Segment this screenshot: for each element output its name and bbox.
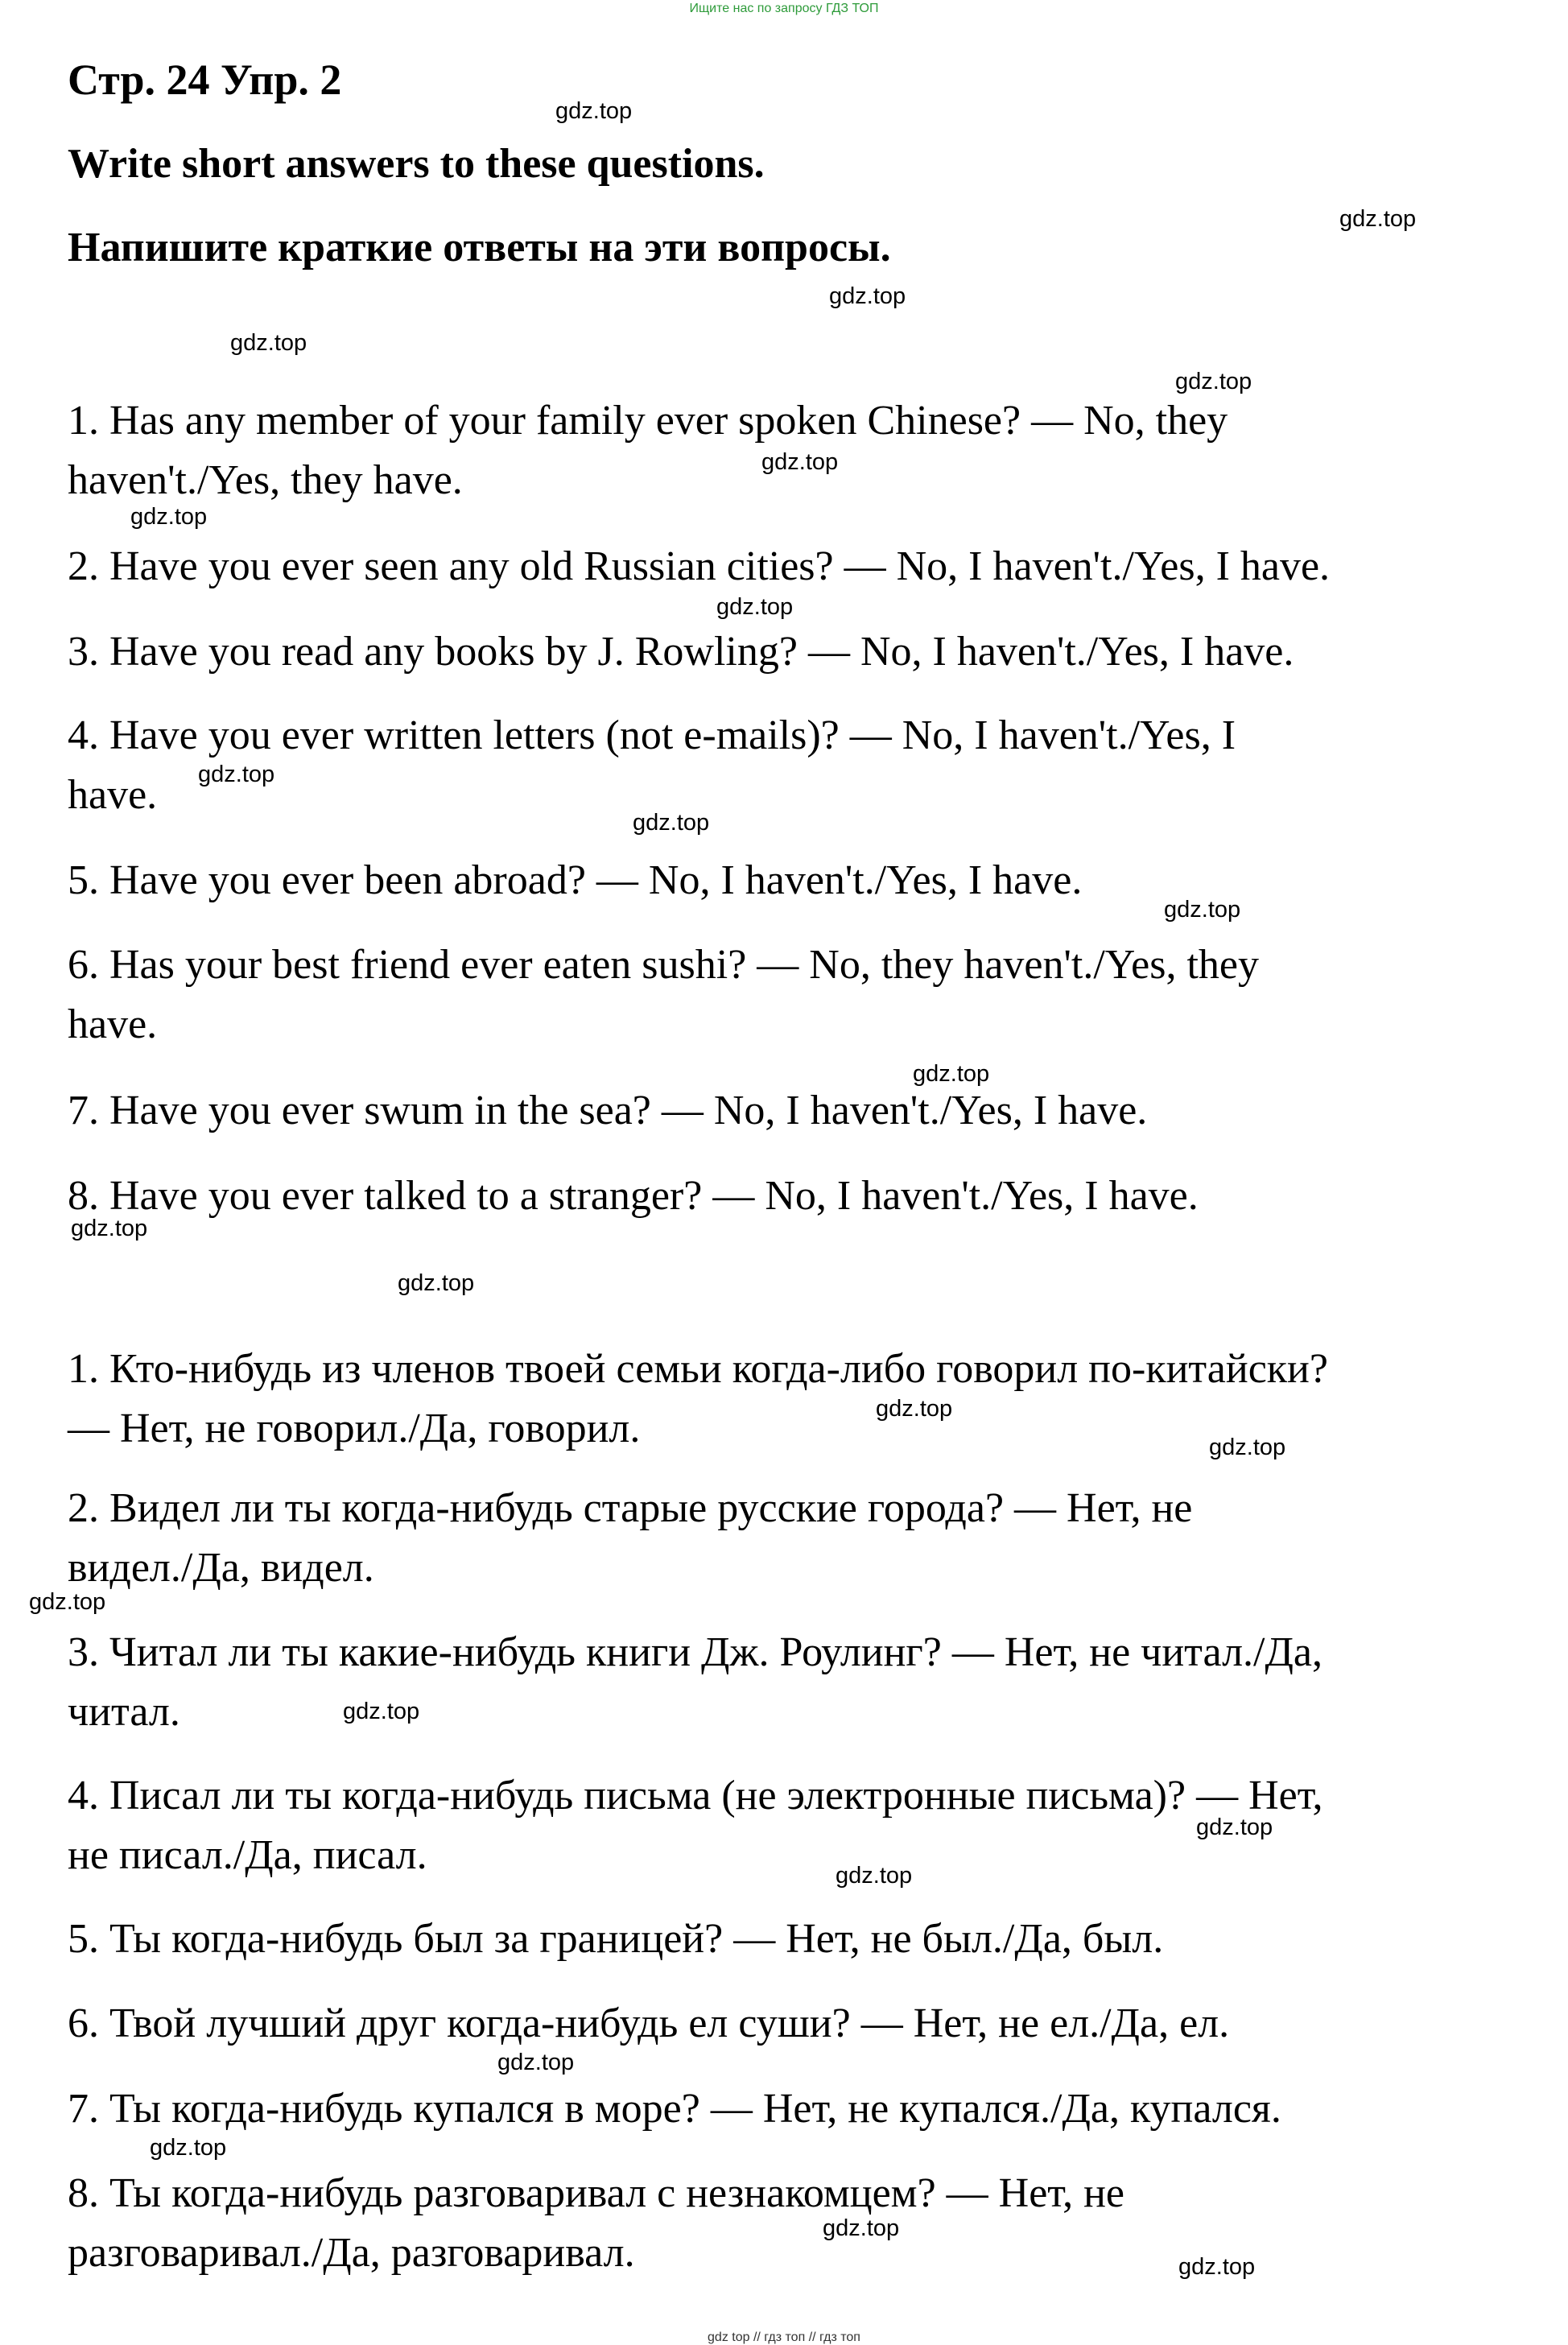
answer-line: 7. Ты когда-нибудь купался в море? — Нет, не купался./Да, купался. (68, 2086, 1281, 2132)
watermark: gdz.top (913, 1061, 990, 1087)
watermark: gdz.top (829, 283, 906, 309)
watermark: gdz.top (1196, 1814, 1273, 1840)
answer-line: не писал./Да, писал. (68, 1832, 427, 1878)
english-answer-7 (68, 1081, 1525, 1141)
watermark: gdz.top (398, 1270, 475, 1296)
answer-line: — Нет, не говорил./Да, говорил. (68, 1406, 641, 1451)
answer-line: 6. Твой лучший друг когда-нибудь ел суши? — Нет, не ел./Да, ел. (68, 2000, 1230, 2046)
watermark: gdz.top (497, 2050, 575, 2075)
watermark: gdz.top (198, 762, 275, 787)
watermark: gdz.top (1164, 897, 1241, 923)
watermark: gdz.top (836, 1863, 913, 1889)
answer-line: 8. Ты когда-нибудь разговаривал с незнакомцем? — Нет, не (68, 2170, 1124, 2216)
answer-line: 5. Ты когда-нибудь был за границей? — Нет, не был./Да, был. (68, 1916, 1164, 1962)
answer-line: 3. Have you read any books by J. Rowling? — No, I haven't./Yes, I have. (68, 629, 1294, 675)
answer-line: 1. Кто-нибудь из членов твоей семьи когда-либо говорил по-китайски? (68, 1346, 1328, 1392)
answer-line: 2. Have you ever seen any old Russian cities? — No, I haven't./Yes, I have. (68, 543, 1331, 589)
russian-answer-2 (68, 1479, 1525, 1598)
answer-line: 7. Have you ever swum in the sea? — No, I haven't./Yes, I have. (68, 1088, 1148, 1133)
footer: gdz top // гдз топ // гдз топ (708, 2331, 860, 2344)
watermark: gdz.top (1209, 1435, 1286, 1460)
watermark: gdz.top (343, 1699, 420, 1724)
answer-line: 4. Писал ли ты когда-нибудь письма (не электронные письма)? — Нет, (68, 1773, 1323, 1819)
watermark: gdz.top (29, 1589, 106, 1615)
english-answer-6 (68, 935, 1525, 1055)
answer-line: 5. Have you ever been abroad? — No, I haven't./Yes, I have. (68, 857, 1083, 903)
answer-line: have. (68, 1001, 158, 1047)
answer-line: 2. Видел ли ты когда-нибудь старые русские города? — Нет, не (68, 1485, 1193, 1531)
answer-line: 8. Have you ever talked to a stranger? — No, I haven't./Yes, I have. (68, 1173, 1199, 1219)
watermark: gdz.top (1339, 206, 1417, 232)
watermark: gdz.top (150, 2135, 227, 2161)
watermark: gdz.top (716, 594, 794, 620)
answer-line: 4. Have you ever written letters (not e-mails)? — No, I haven't./Yes, I (68, 712, 1236, 758)
russian-answer-6 (68, 1994, 1525, 2054)
russian-answer-5 (68, 1909, 1525, 1969)
english-answer-2 (68, 537, 1525, 597)
russian-answer-1 (68, 1340, 1525, 1459)
english-answer-4 (68, 706, 1525, 825)
english-answer-8 (68, 1166, 1525, 1226)
watermark: gdz.top (230, 330, 307, 356)
english-answer-5 (68, 851, 1525, 910)
watermark: gdz.top (823, 2215, 900, 2241)
russian-answer-7 (68, 2079, 1525, 2139)
watermark: gdz.top (876, 1396, 953, 1422)
answer-line: 6. Has your best friend ever eaten sushi? — No, they haven't./Yes, they (68, 942, 1259, 988)
watermark: gdz.top (555, 98, 633, 124)
english-answer-3 (68, 622, 1525, 682)
answer-line: 1. Has any member of your family ever spoken Chinese? — No, they (68, 398, 1228, 444)
page-title: Стр. 24 Упр. 2 (68, 56, 342, 104)
top-banner: Ищите нас по запросу ГДЗ ТОП (689, 2, 879, 15)
answer-line: 3. Читал ли ты какие-нибудь книги Дж. Роулинг? — Нет, не читал./Да, (68, 1629, 1323, 1675)
answer-line: видел./Да, видел. (68, 1545, 374, 1591)
watermark: gdz.top (1175, 369, 1252, 394)
watermark: gdz.top (1178, 2254, 1256, 2280)
answer-line: haven't./Yes, they have. (68, 457, 463, 503)
instruction-russian: Напишите краткие ответы на эти вопросы. (68, 225, 891, 270)
answer-line: have. (68, 772, 158, 818)
instruction-english: Write short answers to these questions. (68, 141, 765, 187)
watermark: gdz.top (761, 449, 839, 475)
answer-line: разговаривал./Да, разговаривал. (68, 2230, 635, 2276)
russian-answer-4 (68, 1766, 1525, 1885)
answer-line: читал. (68, 1689, 180, 1735)
russian-answer-3 (68, 1623, 1525, 1742)
watermark: gdz.top (71, 1216, 148, 1241)
russian-answer-8 (68, 2164, 1525, 2283)
watermark: gdz.top (633, 810, 710, 836)
watermark: gdz.top (130, 504, 208, 530)
